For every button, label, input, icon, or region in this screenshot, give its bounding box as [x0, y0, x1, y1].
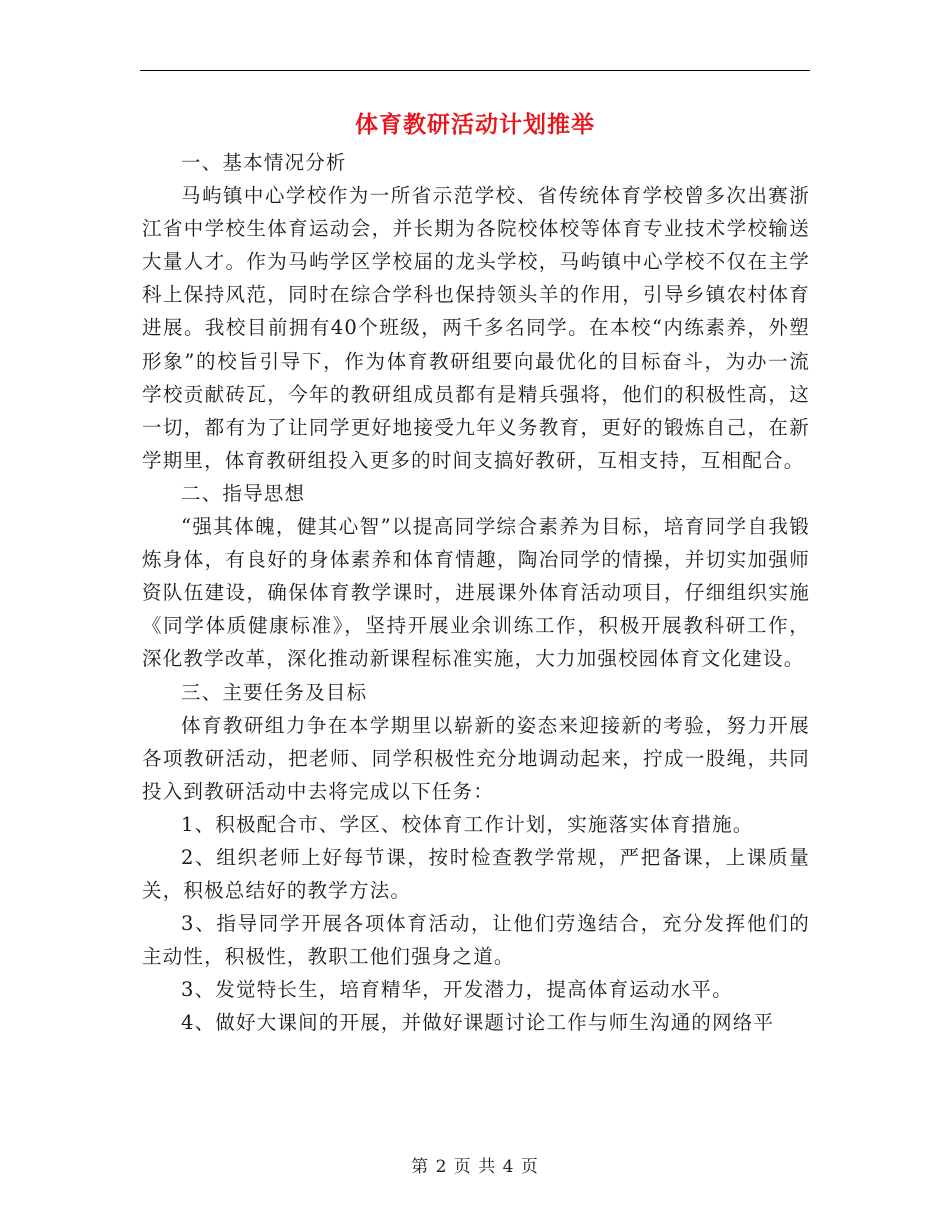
task-item: 1、积极配合市、学区、校体育工作计划，实施落实体育措施。: [181, 812, 754, 836]
section-heading-situation: 一、基本情况分析: [181, 151, 347, 174]
header-rule: [140, 70, 810, 71]
section-heading-guiding-idea: 二、指导思想: [181, 481, 306, 505]
document-body: [142, 146, 810, 1040]
task-item: 4、做好大课间的开展，并做好课题讨论工作与师生沟通的网络平: [181, 1011, 775, 1035]
section-heading-tasks: 三、主要任务及目标: [181, 680, 368, 704]
page-footer: 第 2 页 共 4 页: [411, 1157, 539, 1177]
paragraph-tasks-intro: 体育教研组力争在本学期里以崭新的姿态来迎接新的考验，努力开展各项教研活动，把老师、同学积极性充分地调动起来，拧成一股绳，共同投入到教研活动中去将完成以下任务：: [142, 713, 810, 803]
document-title: 体育教研活动计划推举: [355, 111, 595, 138]
paragraph-situation: 马屿镇中心学校作为一所省示范学校、省传统体育学校曾多次出赛浙江省中学校生体育运动会，并长期为各院校体校等体育专业技术学校输送大量人才。作为马屿学区学校届的龙头学校，马屿镇中心学校不仅在主学科上保持风范，同时在综合学科也保持领头羊的作用，引导乡镇农村体育进展。我校目前拥有40个班级，两千多名同学。在本校“内练素养，外塑形象”的校旨引导下，作为体育教研组要向最优化的目标奋斗，为办一流学校贡献砖瓦，今年的教研组成员都有是精兵强将，他们的积极性高，这一切，都有为了让同学更好地接受九年义务教育，更好的锻炼自己，在新学期里，体育教研组投入更多的时间支搞好教研，互相支持，互相配合。: [142, 184, 810, 472]
task-item: 2、组织老师上好每节课，按时检查教学常规，严把备课，上课质量关，积极总结好的教学方法。: [142, 845, 810, 903]
task-item: 3、指导同学开展各项体育活动，让他们劳逸结合，充分发挥他们的主动性，积极性，教职工他们强身之道。: [142, 912, 810, 969]
paragraph-guiding-idea: “强其体魄，健其心智”以提高同学综合素养为目标，培育同学自我锻炼身体，有良好的身体素养和体育情趣，陶冶同学的情操，并切实加强师资队伍建设，确保体育教学课时，进展课外体育活动项目，仔细组织实施《同学体质健康标准》，坚持开展业余训练工作，积极开展教科研工作，深化教学改革，深化推动新课程标准实施，大力加强校园体育文化建设。: [142, 515, 810, 671]
task-item: 3、发觉特长生，培育精华，开发潜力，提高体育运动水平。: [181, 978, 733, 1002]
